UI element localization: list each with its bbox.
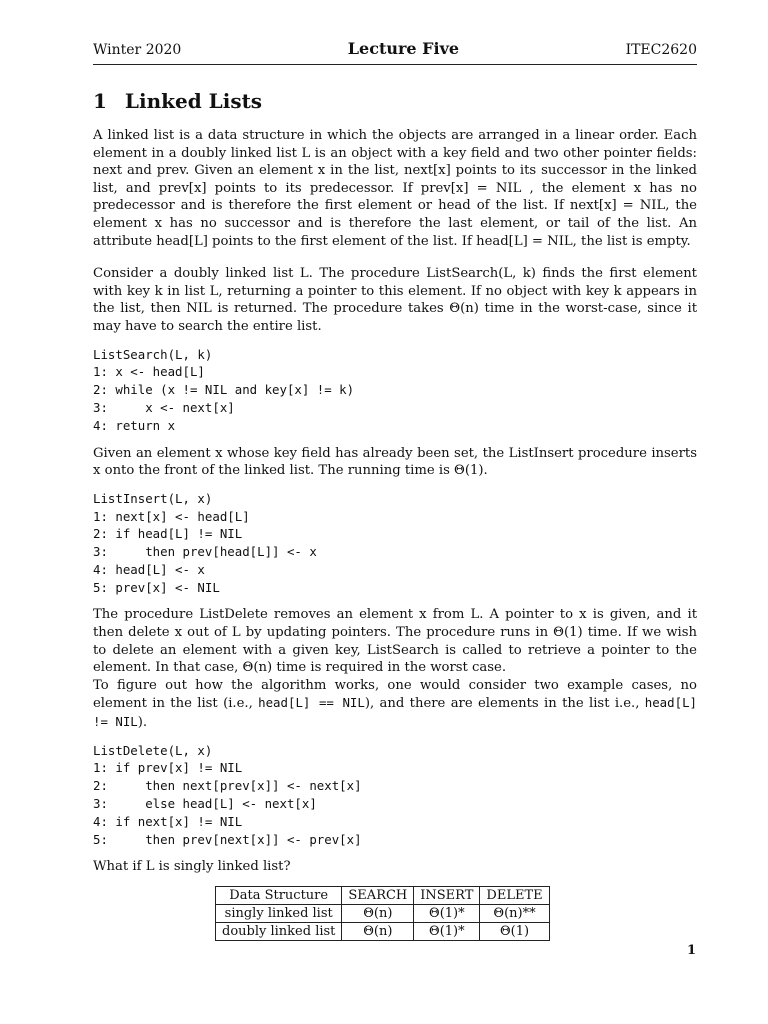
example-cases-text-2: ), and there are elements in the list i.e., bbox=[364, 696, 645, 712]
table-header-cell: Data Structure bbox=[216, 887, 342, 905]
table-row bbox=[216, 923, 550, 941]
paragraph-list-insert: Given an element x whose key field has already been set, the ListInsert procedure inserts x onto the front of the linked list. The running time is Θ(1). bbox=[93, 445, 697, 479]
code-list-insert: ListInsert(L, x) 1: next[x] <- head[L] 2: if head[L] != NIL 3: then prev[head[L]] <- x 4: head[L] <- x 5: prev[x] <- NIL bbox=[93, 490, 317, 595]
table-cell: Θ(n)** bbox=[480, 905, 549, 923]
complexity-table bbox=[215, 886, 550, 941]
table-cell: Θ(1)* bbox=[414, 905, 480, 923]
table-cell: doubly linked list bbox=[216, 923, 342, 941]
page-header bbox=[93, 40, 697, 59]
table-header-cell: INSERT bbox=[414, 887, 480, 905]
code-list-delete: ListDelete(L, x) 1: if prev[x] != NIL 2: then next[prev[x]] <- next[x] 3: else head[L] <- next[x] 4: if next[x] != NIL 5: then prev[next[x]] <- prev[x] bbox=[93, 742, 362, 847]
paragraph-list-search: Consider a doubly linked list L. The procedure ListSearch(L, k) finds the first element with key k in list L, returning a pointer to this element. If no object with key k appears in the list, then NIL is returned. The procedure takes Θ(n) time in the worst-case, since it may have to search the entire list. bbox=[93, 266, 697, 334]
code-head-not-nil: head[L] != NIL bbox=[93, 695, 697, 730]
table-header-row bbox=[216, 887, 550, 905]
example-cases-text-3: ). bbox=[137, 715, 148, 731]
code-head-equals-nil: head[L] == NIL bbox=[258, 695, 365, 711]
paragraph-intro: A linked list is a data structure in which the objects are arranged in a linear order. Each element in a doubly linked list L is an object with a key field and two other pointer fields: next and prev. Given an element x in the list, next[x] points to its successor in the linked list, and prev[x] points to its predecessor. If prev[x] = NIL , the element x has no predecessor and is therefore the first element or head of the list. If next[x] = NIL, the element x has no successor and is therefore the last element, or tail of the list. An attribute head[L] points to the first element of the list. If head[L] = NIL, the list is empty. bbox=[93, 128, 697, 249]
table-cell: singly linked list bbox=[216, 905, 342, 923]
header-lecture-title: Lecture Five bbox=[347, 39, 460, 58]
section-number: 1 bbox=[93, 89, 107, 113]
document-page bbox=[93, 40, 697, 941]
example-cases-text-1: To figure out how the algorithm works, one would consider two example cases, no element in the list (i.e., bbox=[93, 677, 697, 712]
code-list-search: ListSearch(L, k) 1: x <- head[L] 2: while (x != NIL and key[x] != k) 3: x <- next[x] 4: return x bbox=[93, 346, 355, 433]
section-heading bbox=[93, 89, 697, 113]
table-cell: Θ(1) bbox=[480, 923, 549, 941]
table-cell: Θ(1)* bbox=[414, 923, 480, 941]
table-header-cell: SEARCH bbox=[342, 887, 414, 905]
table-row bbox=[216, 905, 550, 923]
section-title: Linked Lists bbox=[124, 89, 263, 113]
header-term: Winter 2020 bbox=[93, 42, 182, 58]
table-cell: Θ(n) bbox=[342, 905, 414, 923]
table-header-cell: DELETE bbox=[480, 887, 549, 905]
header-course-code: ITEC2620 bbox=[625, 42, 697, 58]
paragraph-singly-question: What if L is singly linked list? bbox=[93, 859, 291, 875]
page-number: 1 bbox=[686, 943, 696, 958]
paragraph-list-delete: The procedure ListDelete removes an element x from L. A pointer to x is given, and it then delete x out of L by updating pointers. The procedure runs in Θ(1) time. If we wish to delete an element with a given key, ListSearch is called to retrieve a pointer to the element. In that case, Θ(n) time is required in the worst case. bbox=[93, 607, 697, 676]
table-cell: Θ(n) bbox=[342, 923, 414, 941]
paragraph-example-cases bbox=[93, 677, 697, 732]
header-rule bbox=[93, 64, 697, 65]
